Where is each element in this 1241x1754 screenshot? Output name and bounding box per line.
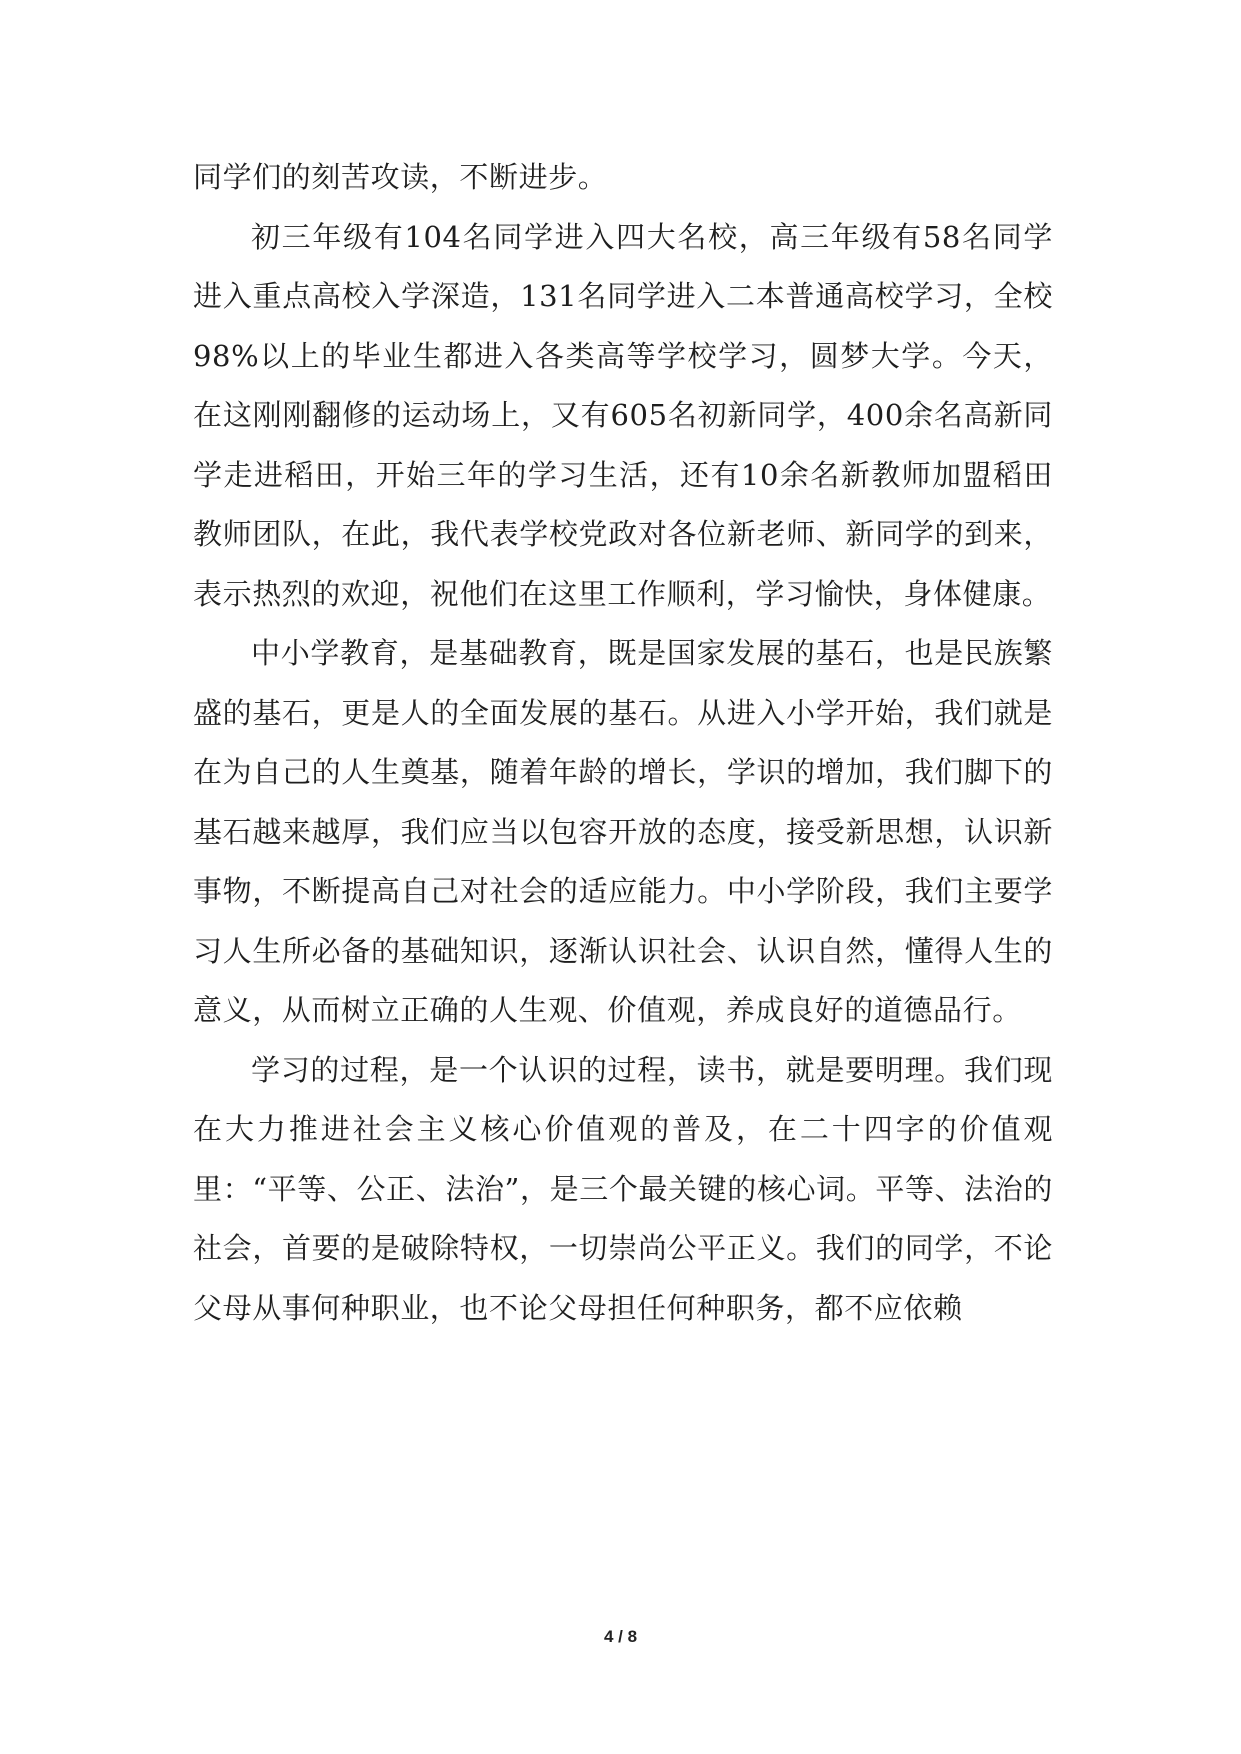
body-text	[193, 148, 1053, 1338]
paragraph-basic-education: 中小学教育，是基础教育，既是国家发展的基石，也是民族繁盛的基石，更是人的全面发展的基石。从进入小学开始，我们就是在为自己的人生奠基，随着年龄的增长，学识的增加，我们脚下的基石越来越厚，我们应当以包容开放的态度，接受新思想，认识新事物，不断提高自己对社会的适应能力。中小学阶段，我们主要学习人生所必备的基础知识，逐渐认识社会、认识自然，懂得人生的意义，从而树立正确的人生观、价值观，养成良好的道德品行。	[193, 636, 1053, 1027]
paragraph-learning-process: 学习的过程，是一个认识的过程，读书，就是要明理。我们现在大力推进社会主义核心价值观的普及，在二十四字的价值观里：“平等、公正、法治”，是三个最关键的核心词。平等、法治的社会，首要的是破除特权，一切崇尚公平正义。我们的同学，不论父母从事何种职业，也不论父母担任何种职务，都不应依赖	[193, 1052, 1053, 1325]
page-number: 4 / 8	[603, 1627, 638, 1646]
paragraph-graduation-results: 初三年级有104名同学进入四大名校，高三年级有58名同学进入重点高校入学深造，131名同学进入二本普通高校学习，全校98%以上的毕业生都进入各类高等学校学习，圆梦大学。今天，在这刚刚翻修的运动场上，又有605名初新同学，400余名高新同学走进稻田，开始三年的学习生活，还有10余名新教师加盟稻田教师团队，在此，我代表学校党政对各位新老师、新同学的到来，表示热烈的欢迎，祝他们在这里工作顺利，学习愉快，身体健康。	[193, 219, 1053, 611]
paragraph-continuation: 同学们的刻苦攻读，不断进步。	[193, 160, 608, 194]
